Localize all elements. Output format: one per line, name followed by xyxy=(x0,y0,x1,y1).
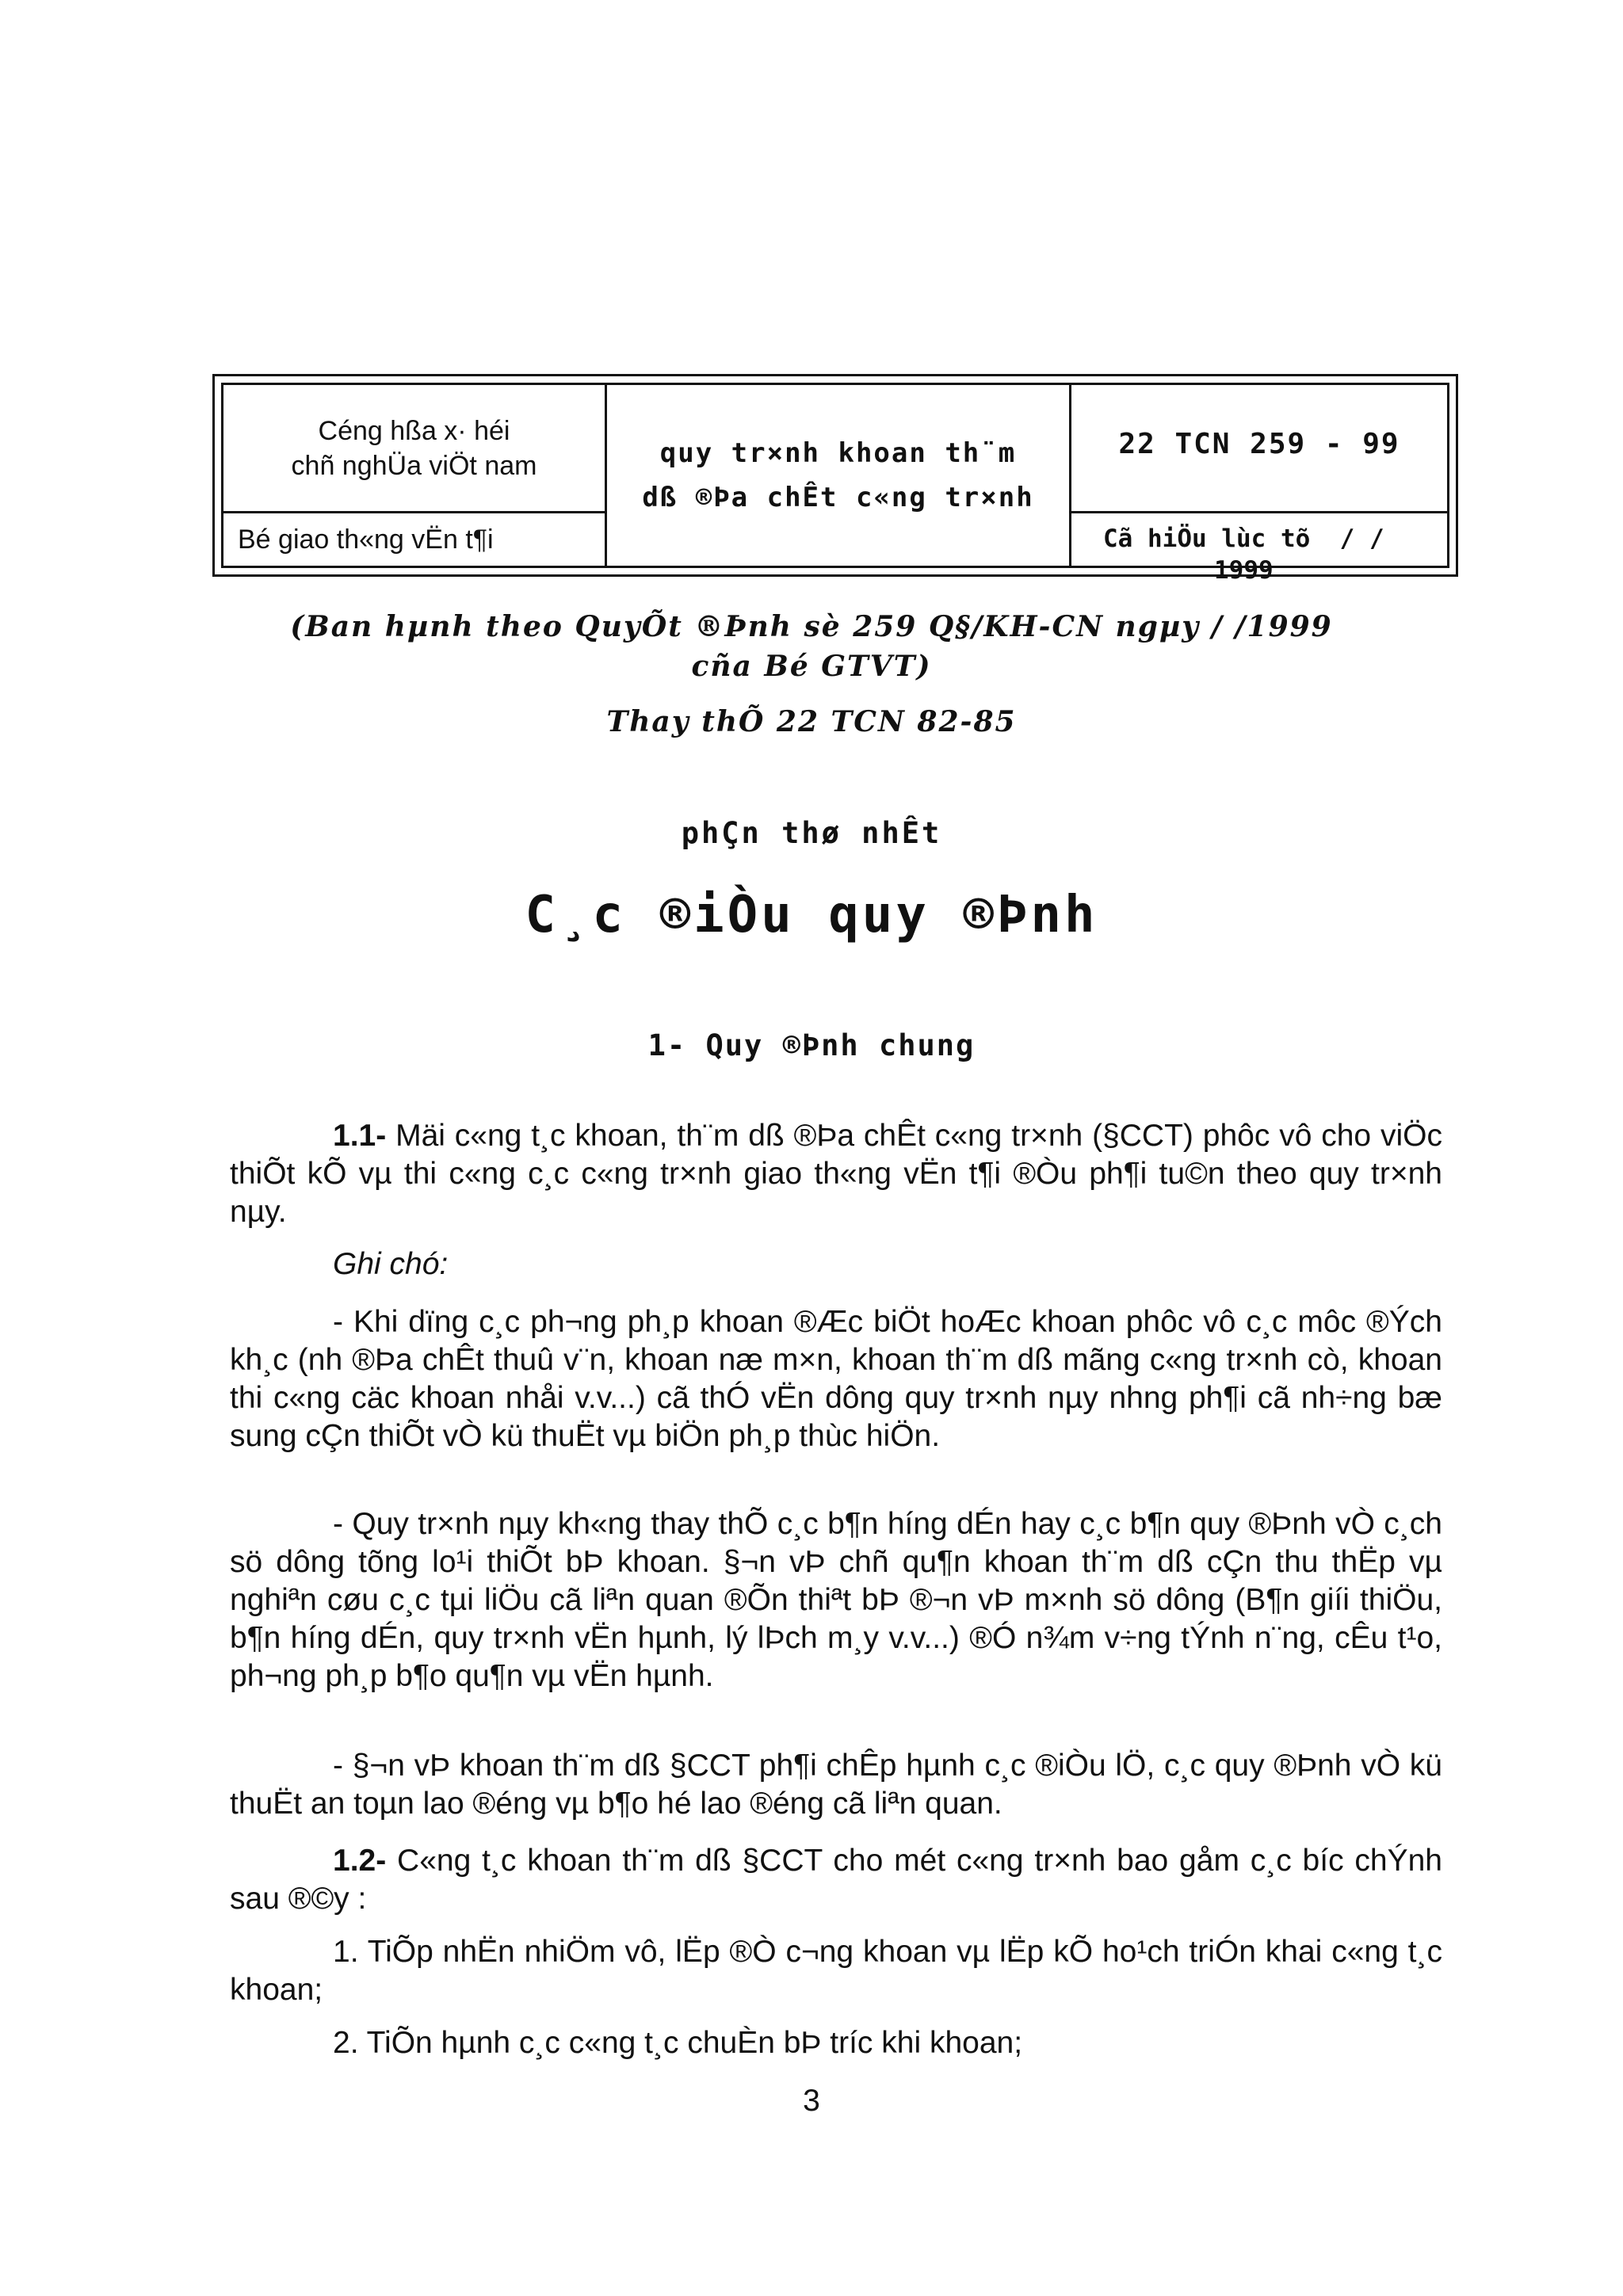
header-table-inner xyxy=(221,383,1449,585)
page-number: 3 xyxy=(803,2084,820,2118)
issuance-line2: cña Bé GTVT) xyxy=(691,650,932,683)
paragraph-1-1-number: 1.1- xyxy=(333,1119,387,1153)
part-title: C¸c ®iÒu quy ®Þnh xyxy=(525,886,1098,944)
header-country-cell xyxy=(223,385,607,513)
paragraph-1-2-text: C«ng t¸c khoan th¨m dß §CCT cho mét c«ng tr×nh bao gåm c¸c bíc chÝnh sau ®©y : xyxy=(230,1844,1442,1916)
header-title-cell xyxy=(607,385,1071,566)
header-code-cell xyxy=(1071,385,1447,513)
country-name-line1: Céng hßa x· héi xyxy=(318,415,510,446)
step-item-2: 2. TiÕn hµnh c¸c c«ng t¸c chuÈn bÞ tríc khi khoan; xyxy=(333,2026,1023,2060)
standard-code: 22 TCN 259 - 99 xyxy=(1118,428,1400,460)
note-item-3: - §¬n vÞ khoan th¨m dß §CCT ph¶i chÊp hµnh c¸c ®iÒu lÖ, c¸c quy ®Þnh vÒ kü thuËt an toµn lao ®éng vµ b¶o hé lao ®éng cã liªn quan. xyxy=(230,1749,1442,1821)
document-title-line2: dß ®Þa chÊt c«ng tr×nh xyxy=(642,482,1034,513)
paragraph-1-1 xyxy=(230,1117,1442,1231)
paragraph-1-2 xyxy=(230,1842,1442,1918)
header-effective-cell xyxy=(1071,513,1447,585)
country-name-line2: chñ nghÜa viÖt nam xyxy=(291,450,537,481)
paragraph-1-1-text: Mäi c«ng t¸c khoan, th¨m dß ®Þa chÊt c«ng tr×nh (§CCT) phôc vô cho viÖc thiÕt kÕ vµ thi c«ng c¸c c«ng tr×nh giao th«ng vËn t¶i ®Òu ph¶i tu©n theo quy tr×nh nµy. xyxy=(230,1119,1442,1229)
section-heading: 1- Quy ®Þnh chung xyxy=(647,1028,976,1062)
ministry-name: Bé giao th«ng vËn t¶i xyxy=(238,524,494,555)
header-ministry-cell xyxy=(223,513,607,566)
step-item-1: 1. TiÕp nhËn nhiÖm vô, lËp ®Ò c¬ng khoan vµ lËp kÕ ho¹ch triÓn khai c«ng t¸c khoan; xyxy=(230,1935,1442,2007)
effective-year: 1999 xyxy=(1214,556,1274,585)
paragraph-1-2-number: 1.2- xyxy=(333,1844,387,1878)
effective-date-label: Cã hiÖu lùc tõ / / xyxy=(1103,524,1384,553)
header-table xyxy=(212,374,1458,585)
note-item-1: - Khi dïng c¸c ph¬ng ph¸p khoan ®Æc biÖt hoÆc khoan phôc vô c¸c môc ®Ých kh¸c (nh ®Þa chÊt thuû v¨n, khoan næ m×n, khoan th¨m dß mãng c«ng tr×nh cò, khoan thi c«ng cäc khoan nhåi v.v...) cã thÓ vËn dông quy tr×nh nµy nhng ph¶i cã nh÷ng bæ sung cÇn thiÕt vÒ kü thuËt vµ biÖn ph¸p thùc hiÖn. xyxy=(230,1305,1442,1453)
replaces-line: Thay thÕ 22 TCN 82-85 xyxy=(606,705,1017,738)
note-label: Ghi chó: xyxy=(333,1247,449,1281)
issuance-line1: (Ban hµnh theo QuyÕt ®Þnh sè 259 Q§/KH-CN ngµy / /1999 xyxy=(290,610,1333,643)
part-label: phÇn thø nhÊt xyxy=(681,816,942,850)
document-title-line1: quy tr×nh khoan th¨m xyxy=(659,437,1017,469)
note-item-2: - Quy tr×nh nµy kh«ng thay thÕ c¸c b¶n híng dÉn hay c¸c b¶n quy ®Þnh vÒ c¸ch sö dông tõng lo¹i thiÕt bÞ khoan. §¬n vÞ chñ qu¶n khoan th¨m dß cÇn thu thËp vµ nghiªn cøu c¸c tµi liÖu cã liªn quan ®Õn thiªt bÞ ®¬n vÞ m×nh sö dông (B¶n giíi thiÖu, b¶n híng dÉn, quy tr×nh vËn hµnh, lý lÞch m¸y v.v...) ®Ó n¾m v÷ng tÝnh n¨ng, cÊu t¹o, ph¬ng ph¸p b¶o qu¶n vµ vËn hµnh. xyxy=(230,1507,1442,1693)
